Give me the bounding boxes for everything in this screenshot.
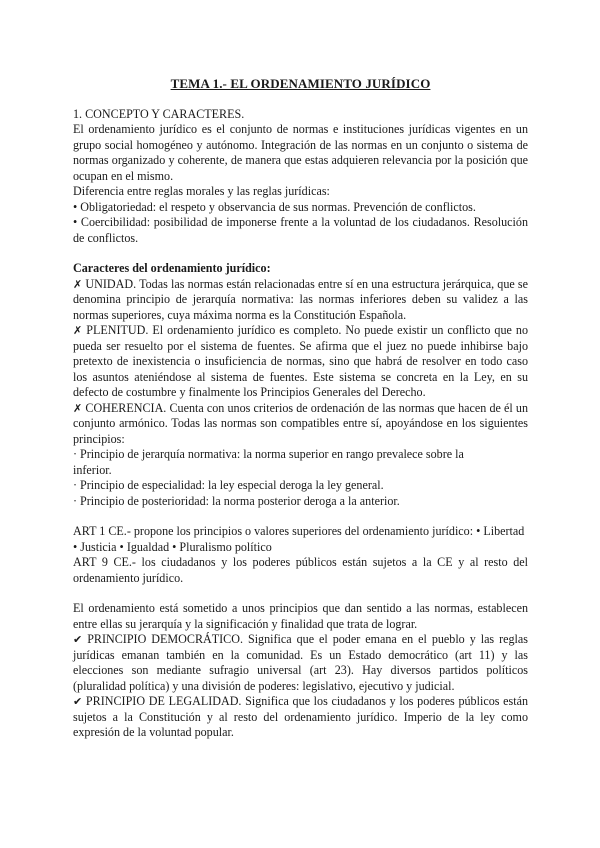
principio-legalidad-text: PRINCIPIO DE LEGALIDAD. Significa que los ciudadanos y los poderes públicos están sujetos a la Constitución y al resto del ordenamiento jurídico. Imperio de la ley como expresión de la voluntad popular. (73, 694, 528, 739)
art9-paragraph: ART 9 CE.- los ciudadanos y los poderes públicos están sujetos a la CE y al resto del ordenamiento jurídico. (73, 555, 528, 585)
principio-legalidad (73, 694, 528, 741)
caracter-coherencia (73, 401, 528, 448)
difference-obligatoriedad: • Obligatoriedad: el respeto y observancia de sus normas. Prevención de conflictos. (73, 199, 476, 214)
principio-jerarquia-line1: · Principio de jerarquía normativa: la norma superior en rango prevalece sobre la (73, 447, 464, 461)
cross-mark-icon: ✗ (73, 324, 83, 337)
principios-intro: El ordenamiento está sometido a unos principios que dan sentido a las normas, establecen entre ellas su jerarquía y la significación y finalidad que trata de lograr. (73, 601, 528, 631)
art1-line1: ART 1 CE.- propone los principios o valores superiores del ordenamiento jurídico: • Libertad (73, 524, 525, 538)
art1-line2: • Justicia • Igualdad • Pluralismo político (73, 539, 272, 554)
principio-democratico-text: PRINCIPIO DEMOCRÁTICO. Significa que el poder emana en el pueblo y las reglas jurídicas emanan también en la comunidad. Es un Estado democrático (art 11) y las elecciones son mediante sufragio universal (art 23). Hay diversos partidos políticos (pluralidad política) y una división de poderes: legislativo, ejecutivo y judicial. (73, 632, 528, 693)
principio-especialidad: · Principio de especialidad: la ley especial deroga la ley general. (73, 478, 384, 492)
section-heading: 1. CONCEPTO Y CARACTERES. (73, 106, 245, 121)
cross-mark-icon: ✗ (73, 277, 83, 291)
principio-jerarquia-line2: inferior. (73, 462, 112, 477)
caracter-plenitud-text: PLENITUD. El ordenamiento jurídico es completo. No puede existir un conflicto que no pueda ser resuelto por el sistema de fuentes. Se afirma que el juez no puede inhibirse bajo pretexto de inexistencia o insuficiencia de normas, sino que habrá de resolver en todo caso los asuntos ateniéndose al sistema de fuentes. Este sistema se concreta en la Ley, en su defecto de costumbre y finalmente los Principios Generales del Derecho. (73, 323, 528, 399)
caracteres-heading: Caracteres del ordenamiento jurídico: (73, 261, 271, 275)
difference-coercibilidad: • Coercibilidad: posibilidad de imponerse frente a la voluntad de los ciudadanos. Resolución de conflictos. (73, 215, 528, 245)
principio-posterioridad: · Principio de posterioridad: la norma posterior deroga a la anterior. (73, 493, 400, 508)
check-mark-icon: ✔ (73, 695, 83, 708)
caracter-unidad-text: UNIDAD. Todas las normas están relacionadas entre sí en una estructura jerárquica, que se denomina principio de jerarquía normativa: las normas inferiores deben su validez a las normas superiores, cuya máxima norma es la Constitución Española. (73, 276, 528, 322)
caracter-plenitud (73, 323, 528, 401)
document-page (73, 72, 528, 741)
definition-paragraph: El ordenamiento jurídico es el conjunto de normas e instituciones jurídicas vigentes en un grupo social homogéneo y autónomo. Integración de las normas en un conjunto o sistema de normas organizado y coherente, de manera que estas adquieren relevancia por la posición que ocupan en el mismo. (73, 122, 528, 183)
document-title: TEMA 1.- EL ORDENAMIENTO JURÍDICO (170, 76, 431, 91)
check-mark-icon: ✔ (73, 633, 83, 646)
caracter-unidad (73, 277, 528, 324)
principio-democratico (73, 632, 528, 694)
cross-mark-icon: ✗ (73, 401, 83, 415)
differences-intro: Diferencia entre reglas morales y las reglas jurídicas: (73, 184, 330, 198)
caracter-coherencia-text: COHERENCIA. Cuenta con unos criterios de ordenación de las normas que hacen de él un conjunto armónico. Todas las normas son compatibles entre sí, apoyándose en los siguientes principios: (73, 400, 528, 446)
